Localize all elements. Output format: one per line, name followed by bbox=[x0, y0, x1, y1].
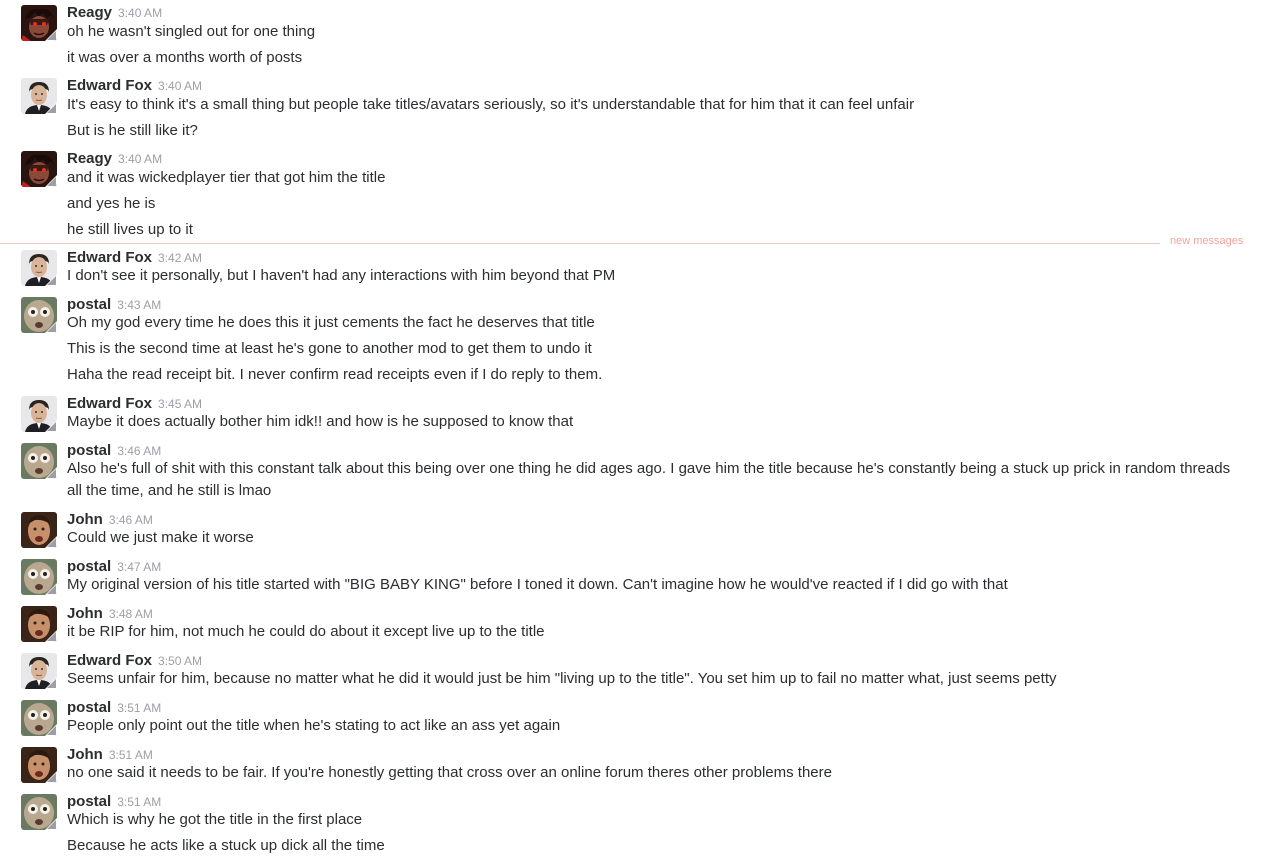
timestamp[interactable]: 3:40 AM bbox=[118, 6, 163, 20]
message-text: People only point out the title when he's stating to act like an ass yet again bbox=[67, 717, 561, 734]
avatar-status-indicator bbox=[47, 773, 56, 782]
avatar-status-indicator bbox=[47, 422, 56, 431]
avatar[interactable] bbox=[21, 559, 57, 595]
avatar-status-indicator bbox=[47, 538, 56, 547]
message-text: My original version of his title started with "BIG BABY KING" before I toned it down. Can't imagine how he would've reacted if I did go with that bbox=[67, 576, 1008, 593]
author-name[interactable]: postal bbox=[67, 558, 112, 575]
message-text: he still lives up to it bbox=[67, 221, 193, 238]
author-name[interactable]: postal bbox=[67, 442, 112, 459]
timestamp[interactable]: 3:47 AM bbox=[117, 560, 162, 574]
author-name[interactable]: postal bbox=[67, 296, 112, 313]
avatar-status-indicator bbox=[47, 177, 56, 186]
author-name[interactable]: postal bbox=[67, 699, 112, 716]
avatar[interactable] bbox=[21, 443, 57, 479]
avatar-status-indicator bbox=[47, 276, 56, 285]
avatar[interactable] bbox=[21, 5, 57, 41]
timestamp[interactable]: 3:43 AM bbox=[117, 298, 162, 312]
author-name[interactable]: Reagy bbox=[67, 4, 113, 21]
avatar[interactable] bbox=[21, 747, 57, 783]
message-text: Oh my god every time he does this it just cements the fact he deserves that title bbox=[67, 314, 595, 331]
timestamp[interactable]: 3:46 AM bbox=[117, 444, 162, 458]
timestamp[interactable]: 3:40 AM bbox=[158, 79, 203, 93]
avatar-status-indicator bbox=[47, 679, 56, 688]
message-text: Maybe it does actually bother him idk!! and how is he supposed to know that bbox=[67, 413, 574, 430]
avatar[interactable] bbox=[21, 700, 57, 736]
avatar[interactable] bbox=[21, 297, 57, 333]
timestamp[interactable]: 3:46 AM bbox=[108, 513, 153, 527]
author-name[interactable]: postal bbox=[67, 793, 112, 810]
new-messages-label: new messages bbox=[1170, 235, 1244, 247]
message-header bbox=[67, 3, 162, 23]
avatar[interactable] bbox=[21, 794, 57, 830]
message-text: Haha the read receipt bit. I never confirm read receipts even if I do reply to them. bbox=[67, 366, 603, 383]
author-name[interactable]: Edward Fox bbox=[67, 652, 153, 669]
timestamp[interactable]: 3:40 AM bbox=[118, 152, 163, 166]
author-name[interactable]: Edward Fox bbox=[67, 395, 153, 412]
timestamp[interactable]: 3:48 AM bbox=[108, 607, 153, 621]
timestamp[interactable]: 3:42 AM bbox=[158, 251, 203, 265]
avatar[interactable] bbox=[21, 653, 57, 689]
author-name[interactable]: John bbox=[67, 746, 103, 763]
avatar-status-indicator bbox=[47, 726, 56, 735]
message-text: Which is why he got the title in the first place bbox=[67, 811, 363, 828]
author-name[interactable]: John bbox=[67, 605, 103, 622]
avatar-status-indicator bbox=[47, 31, 56, 40]
message-text: I don't see it personally, but I haven't had any interactions with him beyond that PM bbox=[67, 267, 616, 284]
message-text: and yes he is bbox=[67, 195, 156, 212]
avatar-status-indicator bbox=[47, 469, 56, 478]
timestamp[interactable]: 3:51 AM bbox=[108, 748, 153, 762]
message-text: It's easy to think it's a small thing but people take titles/avatars seriously, so it's understandable that for him that it can feel unfair bbox=[67, 96, 915, 113]
message-text: Could we just make it worse bbox=[67, 529, 254, 546]
timestamp[interactable]: 3:51 AM bbox=[117, 795, 162, 809]
message-text: and it was wickedplayer tier that got him the title bbox=[67, 169, 386, 186]
message-text: This is the second time at least he's gone to another mod to get them to undo it bbox=[67, 340, 592, 357]
new-messages-divider bbox=[0, 243, 1160, 244]
timestamp[interactable]: 3:45 AM bbox=[158, 397, 203, 411]
message-header bbox=[67, 149, 162, 169]
avatar-status-indicator bbox=[47, 585, 56, 594]
avatar-status-indicator bbox=[47, 323, 56, 332]
avatar[interactable] bbox=[21, 396, 57, 432]
avatar-status-indicator bbox=[47, 104, 56, 113]
message-text: Because he acts like a stuck up dick all the time bbox=[67, 837, 385, 854]
avatar[interactable] bbox=[21, 250, 57, 286]
author-name[interactable]: John bbox=[67, 511, 103, 528]
author-name[interactable]: Edward Fox bbox=[67, 77, 153, 94]
timestamp[interactable]: 3:51 AM bbox=[117, 701, 162, 715]
avatar-status-indicator bbox=[47, 820, 56, 829]
avatar[interactable] bbox=[21, 78, 57, 114]
message-text: it be RIP for him, not much he could do about it except live up to the title bbox=[67, 623, 545, 640]
message-text: But is he still like it? bbox=[67, 122, 198, 139]
message-text: Seems unfair for him, because no matter what he did it would just be him "living up to the title". You set him up to fail no matter what, just seems petty bbox=[67, 670, 1057, 687]
author-name[interactable]: Edward Fox bbox=[67, 249, 153, 266]
message-text: Also he's full of shit with this constant talk about this being over one thing he did ages ago. I gave him the title because he's constantly being a stuck up prick in random threads all the time, and he still is lmao bbox=[67, 460, 1231, 499]
avatar[interactable] bbox=[21, 606, 57, 642]
author-name[interactable]: Reagy bbox=[67, 150, 113, 167]
avatar[interactable] bbox=[21, 151, 57, 187]
message-text: it was over a months worth of posts bbox=[67, 49, 303, 66]
avatar[interactable] bbox=[21, 512, 57, 548]
message-text: oh he wasn't singled out for one thing bbox=[67, 23, 316, 40]
message-header bbox=[67, 76, 202, 96]
avatar-status-indicator bbox=[47, 632, 56, 641]
timestamp[interactable]: 3:50 AM bbox=[158, 654, 203, 668]
message-text: no one said it needs to be fair. If you're honestly getting that cross over an online forum theres other problems there bbox=[67, 764, 832, 781]
